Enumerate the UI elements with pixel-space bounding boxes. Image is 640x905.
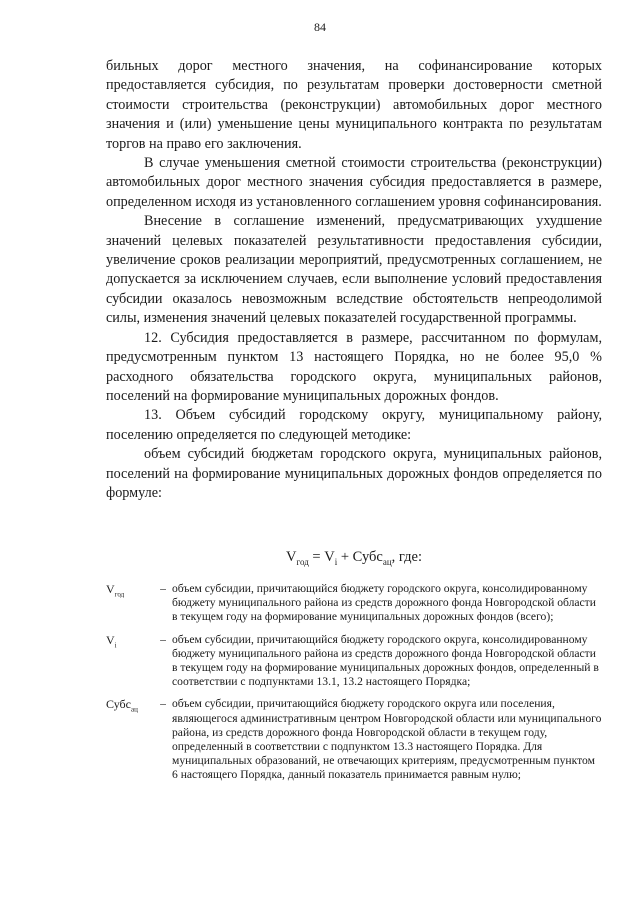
- definition-dash: –: [160, 582, 166, 595]
- definition-item: [106, 697, 602, 782]
- formula-tail: , где:: [391, 549, 422, 565]
- definition-item: [106, 633, 602, 690]
- definition-item: [106, 582, 602, 625]
- body-text: [106, 57, 602, 503]
- paragraph-item-12: 12. Субсидия предоставляется в размере, рассчитанном по формулам, предусмотренным пунктом 13 настоящего Порядка, но не более 95,0 % расходного обязательства городского округа, муниципальных районов, поселений на формирование муниципальных дорожных фондов.: [106, 329, 602, 404]
- definition-dash: –: [160, 697, 166, 711]
- formula-v: V: [286, 549, 297, 565]
- paragraph-cost-reduction: В случае уменьшения сметной стоимости строительства (реконструкции) автомобильных дорог местного значения субсидия предоставляется в размере, определенном исходя из установленного соглашением уровня софинансирования.: [106, 155, 602, 210]
- definition-text: объем субсидии, причитающийся бюджету городского округа, консолидированному бюджету муниципального района из средств дорожного фонда Новгородской области в текущем году на формирование муниципальных дорожных фондов, определенный в соответствии с подпунктами 13.1, 13.2 настоящего Порядка;: [172, 632, 599, 689]
- paragraph-item-13: 13. Объем субсидий городскому округу, муниципальному району, поселению определяется по следующей методике:: [106, 407, 602, 443]
- definition-dash: –: [160, 632, 166, 646]
- formula-v-sub: год: [296, 556, 309, 567]
- definition-symbol: Субс$_{ац}$: [106, 697, 138, 714]
- formula-plus: + Субс: [337, 549, 383, 565]
- paragraph-formula-intro: объем субсидий бюджетам городского округа, муниципальных районов, поселений на формирование муниципальных дорожных фондов определяется по формуле:: [106, 446, 602, 501]
- formula-subs-sub: ац: [382, 556, 392, 567]
- definitions-list: [106, 582, 602, 791]
- definition-text: объем субсидии, причитающийся бюджету городского округа или поселения, являющегося административным центром Новгородской области или муниципального района, из средств дорожного фонда Новгородской области в текущем году, определенный в соответствии с подпунктом 13.3 настоящего Порядка. Для муниципальных образований, не отвечающих критериям, предусмотренным пунктом 6 настоящего Порядка, данный показатель принимается равным нулю;: [172, 697, 602, 782]
- formula-eq: =: [308, 549, 325, 565]
- paragraph-continuation: бильных дорог местного значения, на софинансирование которых предоставляется субсидия, по результатам проверки достоверности сметной стоимости строительства (реконструкции) автомобильных дорог местного значения и (или) уменьшение цены муниципального контракта по результатам торгов на право его заключения.: [106, 58, 602, 152]
- formula-vi: V: [324, 549, 335, 565]
- formula-vi-sub: i: [334, 556, 338, 567]
- definition-symbol: $V_{год}$: [106, 582, 125, 599]
- page-number: 84: [314, 20, 326, 34]
- paragraph-agreement-changes: Внесение в соглашение изменений, предусматривающих ухудшение значений целевых показателей результативности предоставления субсидии, увеличение сроков реализации мероприятий, предусмотренных соглашением, не допускается за исключением случаев, если выполнение условий предоставления субсидии оказалось невозможным вследствие обстоятельств непреодолимой силы, изменения значений целевых показателей государственной программы.: [106, 213, 602, 327]
- formula: [106, 549, 602, 567]
- definition-text: объем субсидии, причитающийся бюджету городского округа, консолидированному бюджету муниципального района из средств дорожного фонда Новгородской области в текущем году на формирование муниципальных дорожных фондов (всего);: [172, 582, 596, 624]
- definition-symbol: $V_i$: [106, 632, 117, 649]
